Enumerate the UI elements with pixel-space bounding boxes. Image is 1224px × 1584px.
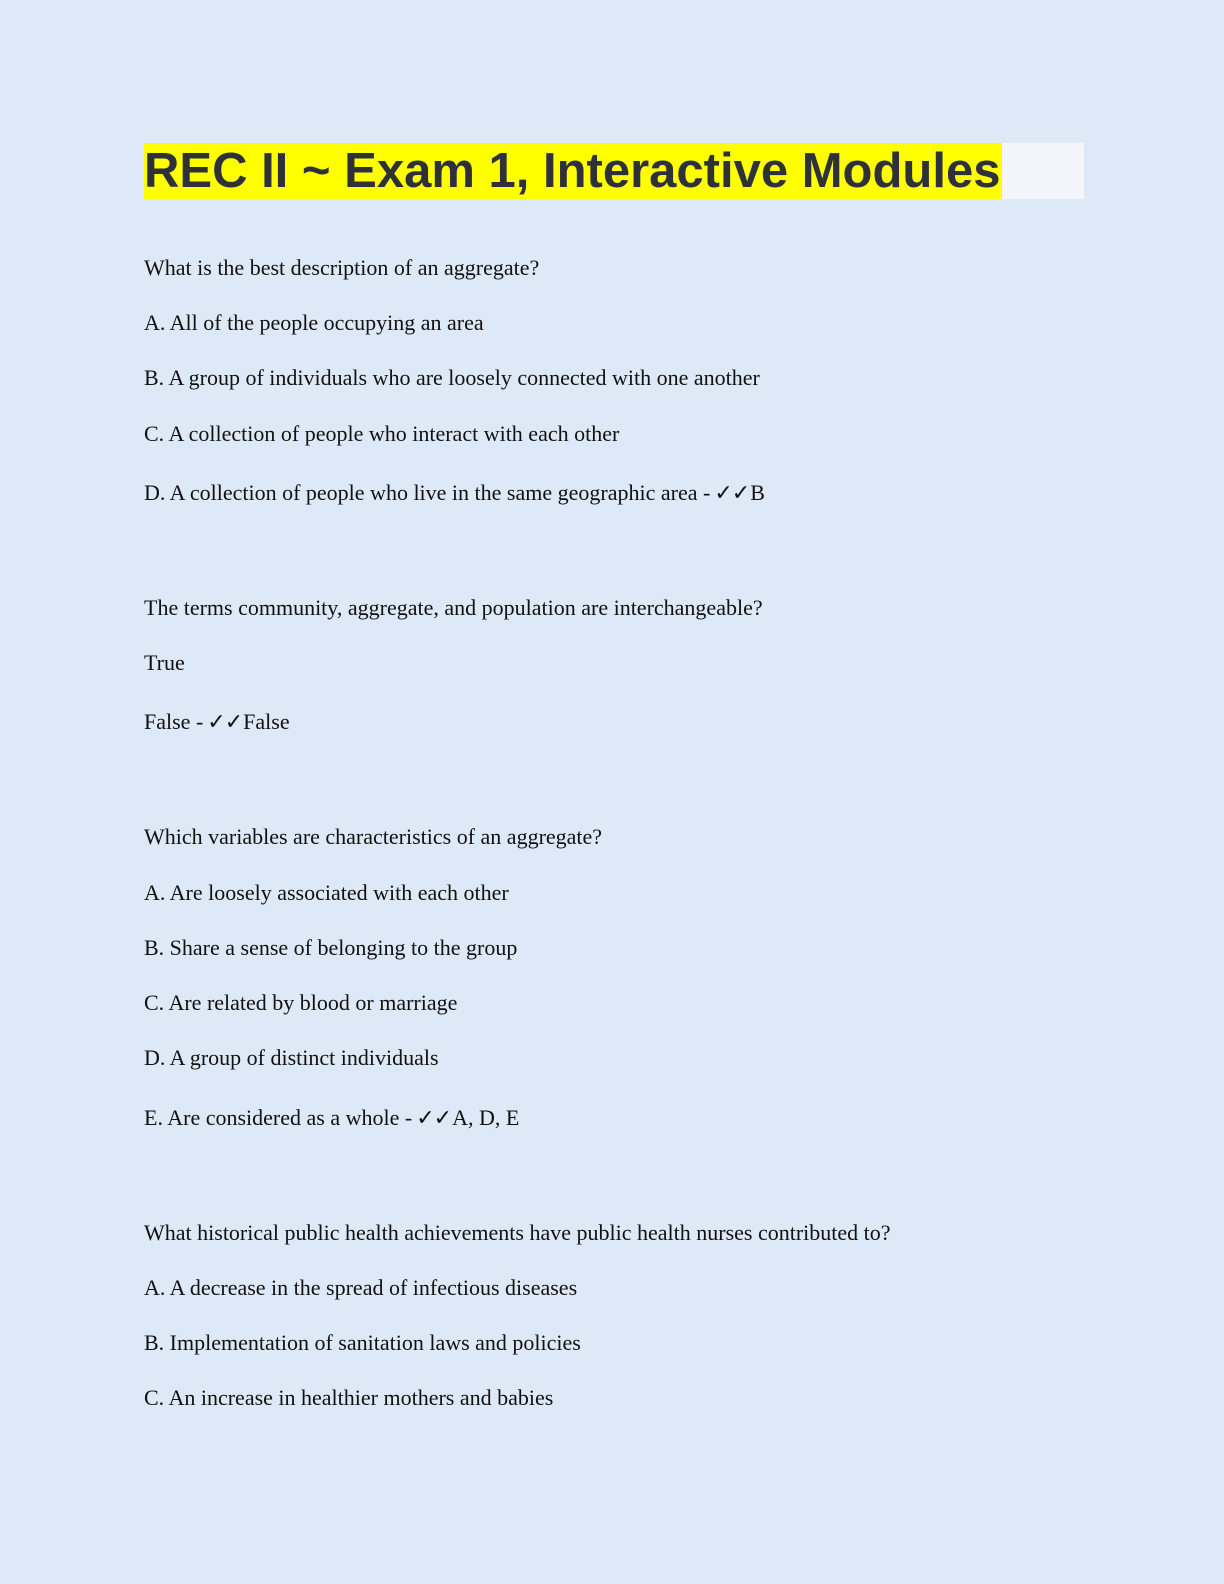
question-3-final-option-text: E. Are considered as a whole -	[144, 1105, 413, 1130]
question-3-option-d: D. A group of distinct individuals	[144, 1045, 439, 1070]
question-3-option-b: B. Share a sense of belonging to the group	[144, 935, 518, 960]
double-check-icon: ✓✓	[714, 481, 750, 506]
question-3-option-e	[144, 1104, 519, 1133]
question-1-option-c: C. A collection of people who interact with each other	[144, 421, 620, 446]
question-3-prompt: Which variables are characteristics of an aggregate?	[144, 824, 603, 849]
double-check-icon: ✓✓	[207, 710, 243, 735]
question-1-option-a: A. All of the people occupying an area	[144, 310, 484, 335]
question-3-option-a: A. Are loosely associated with each other	[144, 880, 509, 905]
question-2-option-false	[144, 708, 290, 737]
question-1-option-b: B. A group of individuals who are loosely connected with one another	[144, 365, 760, 390]
question-4-option-b: B. Implementation of sanitation laws and policies	[144, 1330, 581, 1355]
question-1-answer: B	[750, 480, 765, 505]
question-3-option-c: C. Are related by blood or marriage	[144, 990, 458, 1015]
question-4-option-a: A. A decrease in the spread of infectious diseases	[144, 1275, 578, 1300]
question-2-option-true: True	[144, 650, 185, 675]
question-2-prompt: The terms community, aggregate, and population are interchangeable?	[144, 595, 763, 620]
question-4-prompt: What historical public health achievements have public health nurses contributed to?	[144, 1220, 891, 1245]
question-2-final-option-text: False -	[144, 709, 204, 734]
question-3-answer: A, D, E	[452, 1105, 520, 1130]
title-highlight	[144, 143, 1002, 199]
page-title: REC II ~ Exam 1, Interactive Modules	[144, 144, 1001, 198]
question-2-answer: False	[243, 709, 290, 734]
question-1-prompt: What is the best description of an aggregate?	[144, 255, 540, 280]
question-1-final-option-text: D. A collection of people who live in the same geographic area -	[144, 480, 711, 505]
question-4-option-c: C. An increase in healthier mothers and babies	[144, 1385, 554, 1410]
question-1-option-d	[144, 479, 765, 508]
double-check-icon: ✓✓	[416, 1106, 452, 1131]
